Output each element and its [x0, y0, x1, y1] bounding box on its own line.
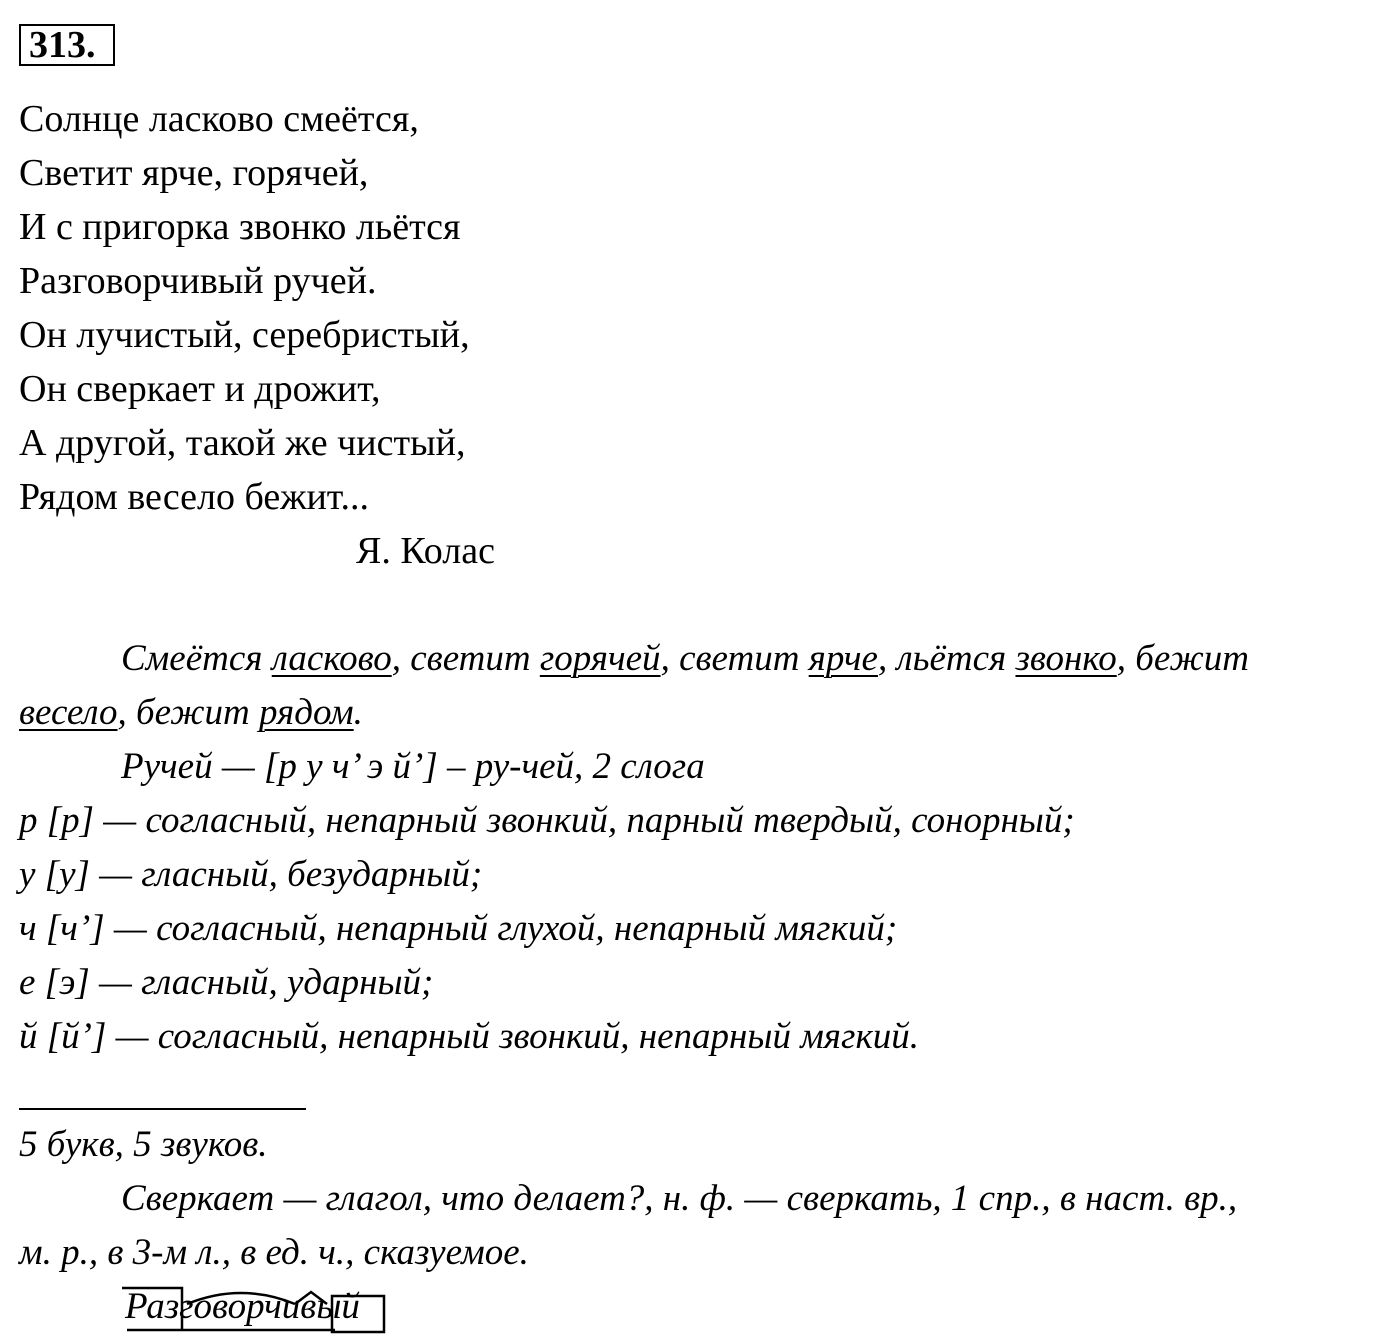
verb-analysis-line-1: Сверкает — глагол, что делает?, н. ф. — сверкать, 1 спр., в наст. вр.,: [121, 1178, 1238, 1219]
poem-line: А другой, такой же чистый,: [19, 422, 466, 464]
poem-line: Он сверкает и дрожит,: [19, 368, 381, 410]
phrase-text: , бежит: [117, 692, 260, 733]
underlined-adverb: весело: [19, 692, 118, 733]
phrase-text: , бежит: [1116, 638, 1249, 679]
sound-line: р [р] — согласный, непарный звонкий, парный твердый, сонорный;: [19, 800, 1075, 841]
phrase-text: , светит: [660, 638, 809, 679]
poem-line: Он лучистый, серебристый,: [19, 314, 470, 356]
divider: [19, 1108, 306, 1110]
sound-line: й [й’] — согласный, непарный звонкий, непарный мягкий.: [19, 1016, 919, 1057]
underlined-adverb: звонко: [1015, 638, 1117, 679]
sound-line: е [э] — гласный, ударный;: [19, 962, 434, 1003]
poem-author: Я. Колас: [356, 530, 495, 572]
word-pairs-line-1: [121, 640, 1249, 677]
poem-line: И с пригорка звонко льётся: [19, 206, 461, 248]
phonetic-header: Ручей — [р у ч’ э й’] – ру-чей, 2 слога: [121, 746, 705, 787]
letters-sounds-summary: 5 букв, 5 звуков.: [19, 1124, 268, 1165]
verb-analysis-line-2: м. р., в 3-м л., в ед. ч., сказуемое.: [19, 1232, 529, 1273]
poem-line: Разговорчивый ручей.: [19, 260, 377, 302]
sound-line: у [у] — гласный, безударный;: [19, 854, 483, 895]
exercise-number: 313.: [19, 24, 115, 66]
word-pairs-line-2: [19, 694, 363, 731]
underlined-adverb: рядом: [259, 692, 354, 733]
phrase-text: , льётся: [877, 638, 1016, 679]
underlined-adverb: ярче: [808, 638, 878, 679]
underlined-adverb: горячей: [539, 638, 661, 679]
phrase-text: .: [353, 692, 363, 733]
poem-line: Светит ярче, горячей,: [19, 152, 369, 194]
phrase-text: Смеётся: [121, 638, 272, 679]
underlined-adverb: ласково: [271, 638, 392, 679]
poem-line: Солнце ласково смеётся,: [19, 98, 419, 140]
phrase-text: , светит: [391, 638, 540, 679]
sound-line: ч [ч’] — согласный, непарный глухой, непарный мягкий;: [19, 908, 898, 949]
morpheme-analysis: [121, 1278, 389, 1338]
morpheme-word: Разговорчивый: [125, 1286, 360, 1327]
poem-line: Рядом весело бежит...: [19, 476, 370, 518]
